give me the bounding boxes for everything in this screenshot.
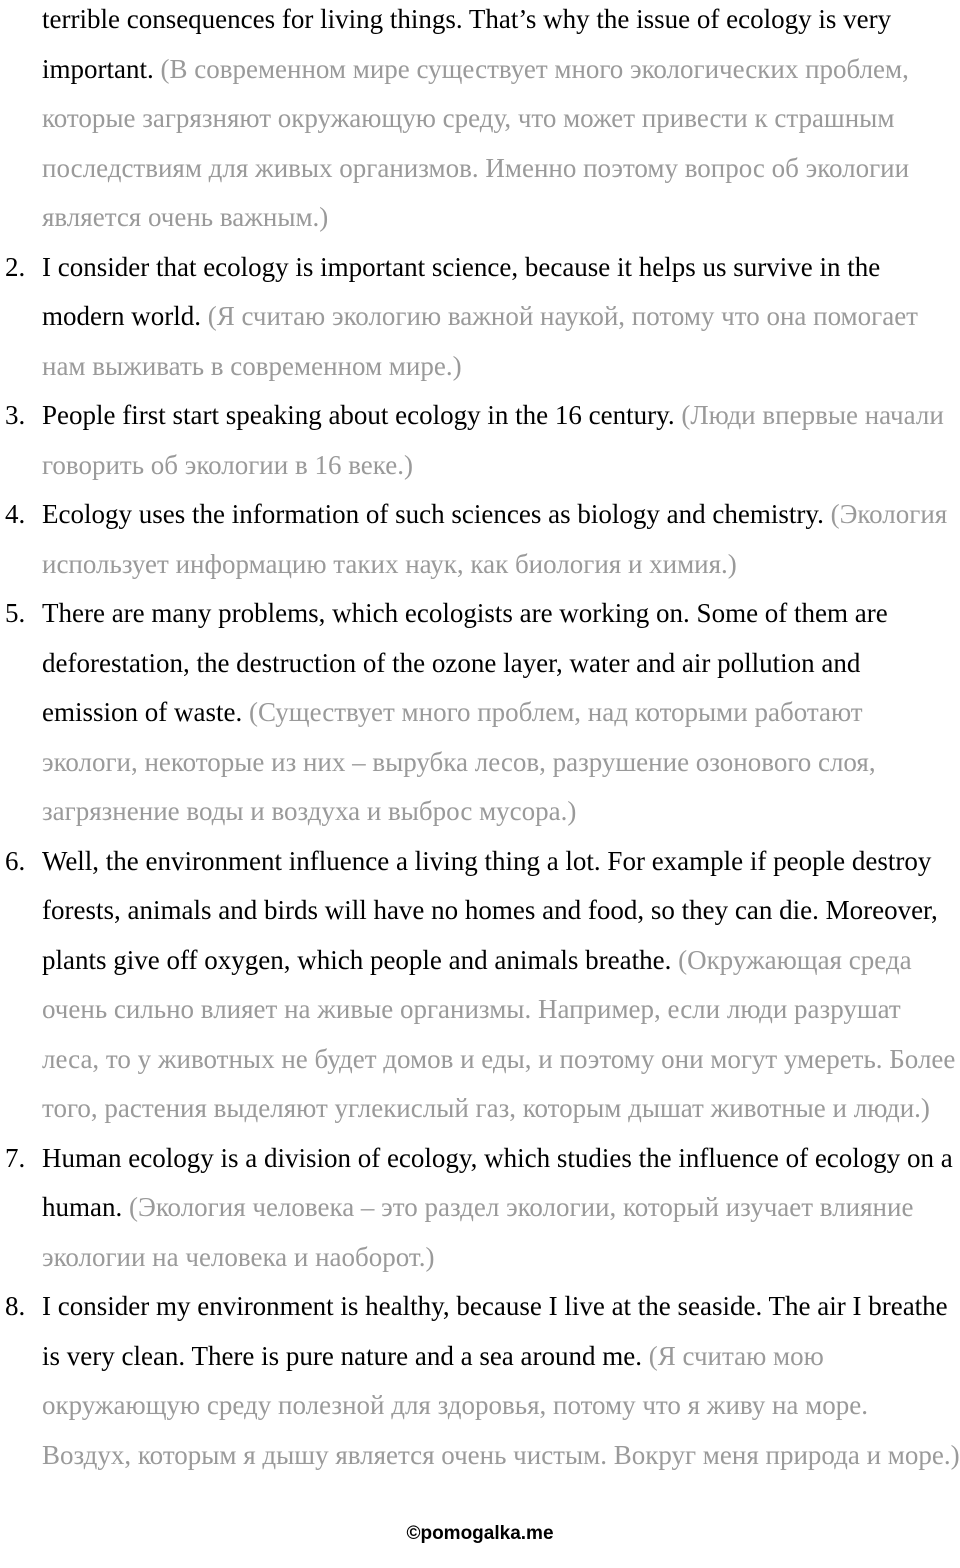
item-number: 8. <box>5 1291 26 1321</box>
russian-translation: (Экология использует информацию таких наук, как биология и химия.) <box>42 499 948 579</box>
item-text <box>0 589 960 837</box>
item-number: 7. <box>5 1142 26 1173</box>
english-text: I consider my environment is healthy, because I live at the seaside. The air I breathe is very clean. There is pure nature and a sea around me. <box>42 1291 948 1371</box>
item-text <box>0 1134 960 1283</box>
item-text <box>0 243 960 392</box>
item-number: 6. <box>5 845 26 876</box>
item-number: 3. <box>5 400 26 430</box>
english-text: There are many problems, which ecologists are working on. Some of them are deforestation, the destruction of the ozone layer, water and air pollution and emission of waste. <box>42 598 888 727</box>
item-number: 4. <box>5 499 26 529</box>
item-text <box>0 490 960 589</box>
list-item-8 <box>0 1282 960 1480</box>
list-item-7 <box>0 1134 960 1283</box>
english-text: Well, the environment influence a living thing a lot. For example if people destroy forests, animals and birds will have no homes and food, so they can die. Moreover, plants give off oxygen, which people and animals breathe. <box>42 845 938 975</box>
english-text: Ecology uses the information of such sciences as biology and chemistry. <box>42 499 824 529</box>
english-text: People first start speaking about ecology in the 16 century. <box>42 400 675 430</box>
intro-russian-translation: (В современном мире существует много экологических проблем, которые загрязняют окружающую среду, что может привести к страшным последствиям для живых организмов. Именно поэтому вопрос об экологии является очень важным.) <box>42 53 910 232</box>
item-number: 5. <box>5 598 26 628</box>
item-text <box>0 391 960 490</box>
intro-paragraph <box>0 0 960 243</box>
item-number: 2. <box>5 251 26 282</box>
watermark: ©pomogalka.me <box>406 1523 554 1544</box>
intro-english-text: terrible consequences for living things. That’s why the issue of ecology is very important. <box>42 4 892 84</box>
list-item-2 <box>0 243 960 392</box>
list-item-6 <box>0 837 960 1134</box>
russian-translation: (Я считаю экологию важной наукой, потому что она помогает нам выживать в современном мире.) <box>42 301 918 381</box>
russian-translation: (Экология человека – это раздел экологии, который изучает влияние экологии на человека и наоборот.) <box>42 1192 914 1272</box>
item-text <box>0 1282 960 1480</box>
item-text <box>0 837 960 1134</box>
russian-translation: (Я считаю мою окружающую среду полезной для здоровья, потому что я живу на море. Воздух, которым я дышу является очень чистым. Вокруг меня природа и море.) <box>42 1340 960 1470</box>
russian-translation: (Окружающая среда очень сильно влияет на живые организмы. Например, если люди разрушат леса, то у животных не будет домов и еды, и поэтому они могут умереть. Более того, растения выделяют углекислый газ, которым дышат животные и люди.) <box>42 944 956 1123</box>
list-item-4 <box>0 490 960 589</box>
russian-translation: (Люди впервые начали говорить об экологии в 16 веке.) <box>42 400 944 480</box>
english-text: I consider that ecology is important science, because it helps us survive in the modern world. <box>42 251 881 331</box>
list-item-5 <box>0 589 960 837</box>
list-item-3 <box>0 391 960 490</box>
russian-translation: (Существует много проблем, над которыми работают экологи, некоторые из них – вырубка лесов, разрушение озонового слоя, загрязнение воды и воздуха и выброс мусора.) <box>42 697 876 826</box>
english-text: Human ecology is a division of ecology, which studies the influence of ecology on a human. <box>42 1142 953 1222</box>
